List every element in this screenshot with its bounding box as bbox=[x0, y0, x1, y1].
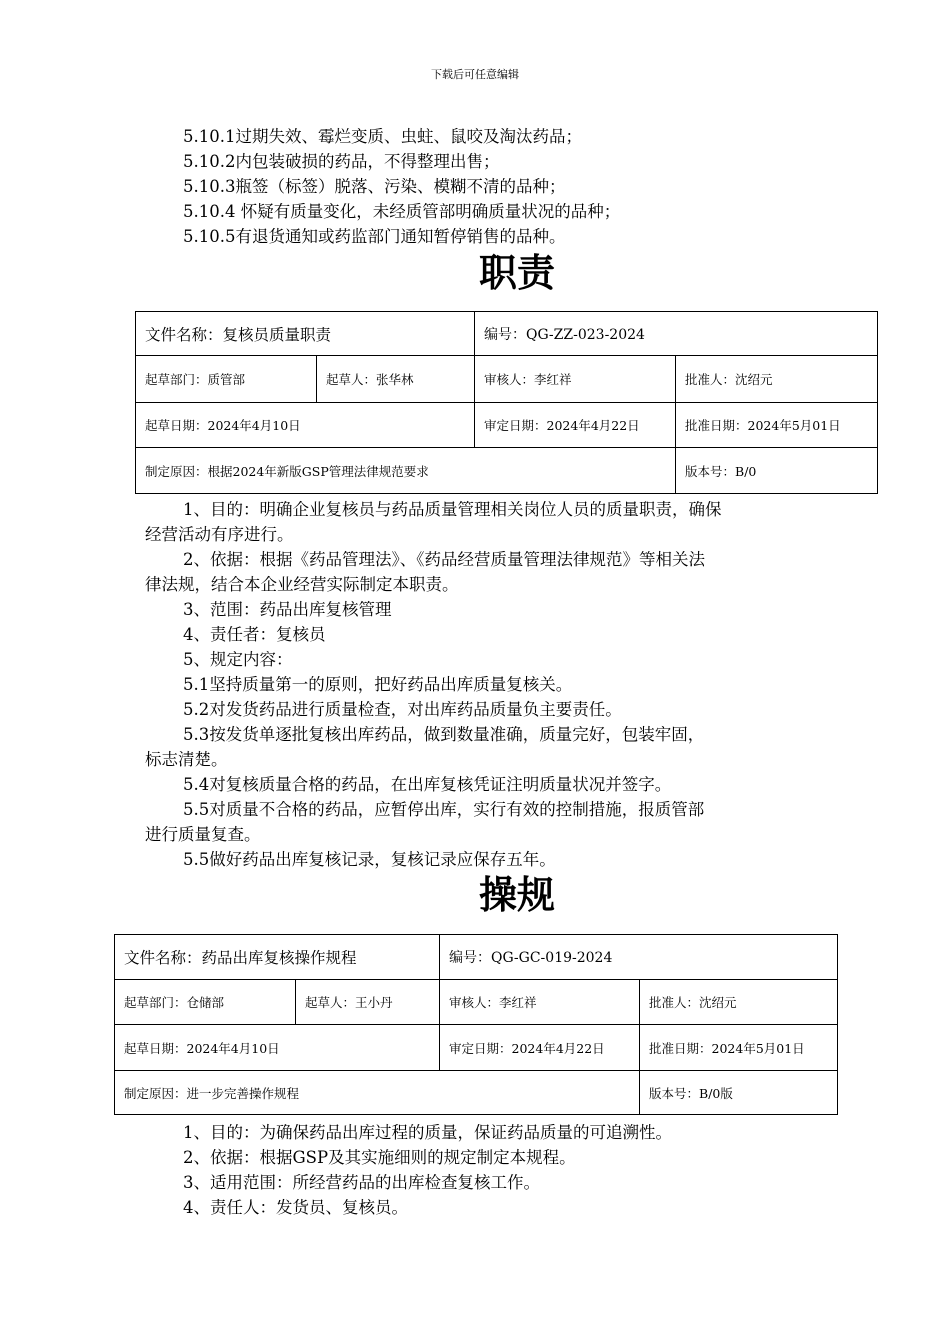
document-meta-table bbox=[135, 311, 878, 494]
body-line: 5.1坚持质量第一的原则，把好药品出库质量复核关。 bbox=[183, 675, 573, 694]
body-line: 2、依据：根据GSP及其实施细则的规定制定本规程。 bbox=[183, 1148, 576, 1167]
top-item: 5.10.2内包装破损的药品，不得整理出售； bbox=[183, 152, 500, 171]
body-line: 2、依据：根据《药品管理法》、《药品经营质量管理法律规范》等相关法 bbox=[183, 550, 705, 569]
file-name-cell: 文件名称：复核员质量职责 bbox=[136, 312, 475, 356]
review-date-cell: 审定日期：2024年4月22日 bbox=[475, 403, 676, 448]
body-line: 5.2对发货药品进行质量检查，对出库药品质量负主要责任。 bbox=[183, 700, 622, 719]
body-line: 4、责任人：发货员、复核员。 bbox=[183, 1198, 408, 1217]
body-line: 律法规，结合本企业经营实际制定本职责。 bbox=[145, 575, 459, 594]
top-item: 5.10.3瓶签（标签）脱落、污染、模糊不清的品种； bbox=[183, 177, 566, 196]
body-line: 4、责任者：复核员 bbox=[183, 625, 326, 644]
top-item: 5.10.1过期失效、霉烂变质、虫蛀、鼠咬及淘汰药品； bbox=[183, 127, 582, 146]
body-line: 5.3按发货单逐批复核出库药品，做到数量准确，质量完好，包装牢固， bbox=[183, 725, 705, 744]
approve-date-cell: 批准日期：2024年5月01日 bbox=[676, 403, 878, 448]
top-item: 5.10.4 怀疑有质量变化，未经质管部明确质量状况的品种； bbox=[183, 202, 621, 221]
draft-date-cell: 起草日期：2024年4月10日 bbox=[115, 1025, 440, 1071]
approver-cell: 批准人：沈绍元 bbox=[640, 980, 838, 1025]
body-line: 1、目的：为确保药品出库过程的质量，保证药品质量的可追溯性。 bbox=[183, 1123, 672, 1142]
body-line: 3、适用范围：所经营药品的出库检查复核工作。 bbox=[183, 1173, 540, 1192]
approve-date-cell: 批准日期：2024年5月01日 bbox=[640, 1025, 838, 1071]
body-line: 5.5做好药品出库复核记录，复核记录应保存五年。 bbox=[183, 850, 556, 869]
approver-cell: 批准人：沈绍元 bbox=[676, 356, 878, 403]
review-date-cell: 审定日期：2024年4月22日 bbox=[440, 1025, 640, 1071]
version-cell: 版本号：B/0版 bbox=[640, 1071, 838, 1115]
document-meta-table bbox=[114, 934, 838, 1115]
download-note: 下载后可任意编辑 bbox=[431, 68, 519, 81]
file-name-cell: 文件名称：药品出库复核操作规程 bbox=[115, 935, 440, 980]
body-line: 1、目的：明确企业复核员与药品质量管理相关岗位人员的质量职责，确保 bbox=[183, 500, 722, 519]
top-item: 5.10.5有退货通知或药监部门通知暂停销售的品种。 bbox=[183, 227, 566, 246]
body-line: 进行质量复查。 bbox=[145, 825, 261, 844]
body-line: 5、规定内容： bbox=[183, 650, 293, 669]
drafter-cell: 起草人：王小丹 bbox=[296, 980, 440, 1025]
reviewer-cell: 审核人：李红祥 bbox=[475, 356, 676, 403]
reason-cell: 制定原因：根据2024年新版GSP管理法律规范要求 bbox=[136, 448, 676, 494]
body-line: 5.4对复核质量合格的药品，在出库复核凭证注明质量状况并签字。 bbox=[183, 775, 672, 794]
draft-date-cell: 起草日期：2024年4月10日 bbox=[136, 403, 475, 448]
drafter-cell: 起草人：张华林 bbox=[317, 356, 475, 403]
section-heading-duties: 职责 bbox=[478, 251, 555, 295]
reviewer-cell: 审核人：李红祥 bbox=[440, 980, 640, 1025]
body-line: 标志清楚。 bbox=[145, 750, 228, 769]
body-line: 3、范围：药品出库复核管理 bbox=[183, 600, 392, 619]
doc-code-cell: 编号：QG-GC-019-2024 bbox=[440, 935, 838, 980]
doc-code-cell: 编号：QG-ZZ-023-2024 bbox=[475, 312, 878, 356]
dept-cell: 起草部门：仓储部 bbox=[115, 980, 296, 1025]
version-cell: 版本号：B/0 bbox=[676, 448, 878, 494]
section-heading-procedure: 操规 bbox=[478, 873, 555, 917]
dept-cell: 起草部门：质管部 bbox=[136, 356, 317, 403]
reason-cell: 制定原因：进一步完善操作规程 bbox=[115, 1071, 640, 1115]
body-line: 5.5对质量不合格的药品，应暂停出库，实行有效的控制措施，报质管部 bbox=[183, 800, 705, 819]
body-line: 经营活动有序进行。 bbox=[145, 525, 294, 544]
